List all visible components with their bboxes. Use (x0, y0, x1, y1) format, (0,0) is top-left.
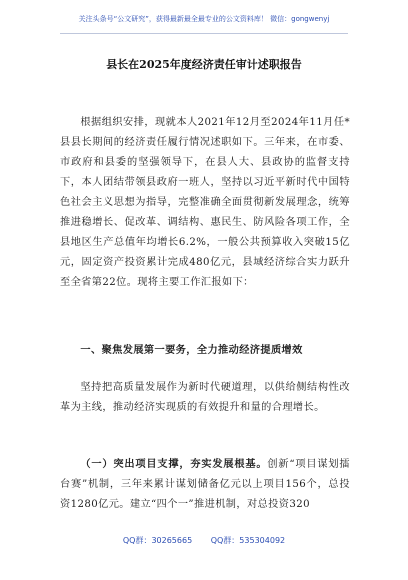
paragraph-text: 坚持把高质量发展作为新时代硬道理，以供给侧结构性改革为主线，推动经济实现质的有效提升和量的合理增长。 (60, 382, 350, 413)
footer-contact (0, 535, 408, 546)
paragraph-text: 根据组织安排，现就本人2021年12月至2024年11月任*县县长期间的经济责任履行情况述职如下。三年来，在市委、市政府和县委的坚强领导下，在县人大、县政协的监督支持下，本人团结带领县政府一班人，坚持以习近平新时代中国特色社会主义思想为指导，完整准确全面贯彻新发展理念，统筹推进稳增长、促改革、调结构、惠民生、防风险各项工作，全县地区生产总值年均增长6.2%，一般公共预算收入突破15亿元，固定资产投资累计完成480亿元，县域经济综合实力跃升至全省第22位。现将主要工作汇报如下： (60, 117, 350, 288)
section-heading-text: 一、聚焦发展第一要务，全力推动经济提质增效 (80, 344, 303, 356)
body-paragraph-3 (60, 454, 350, 515)
paragraph-body: 创新“项目谋划擂台赛”机制，三年来累计谋划储备亿元以上项目156个，总投资1280亿元。建立“四个一”推进机制，对总投资320 (60, 459, 350, 510)
subheading-lead: （一）突出项目支撑，夯实发展根基。 (80, 458, 268, 470)
footer-qq-group-2: QQ群：535304092 (210, 536, 286, 545)
section-heading-1 (60, 340, 350, 360)
document-title: 县长在2025年度经济责任审计述职报告 (106, 58, 302, 71)
header-promo-text: 关注头条号“公文研究”，获得最新最全最专业的公文资料库！ 微信：gongwenyj (78, 15, 330, 23)
body-paragraph-2 (60, 378, 350, 418)
footer-qq-group-1: QQ群：30265665 (122, 536, 193, 545)
body-paragraph-intro (60, 113, 350, 293)
paragraph-text (60, 454, 350, 515)
header-divider (60, 33, 348, 34)
